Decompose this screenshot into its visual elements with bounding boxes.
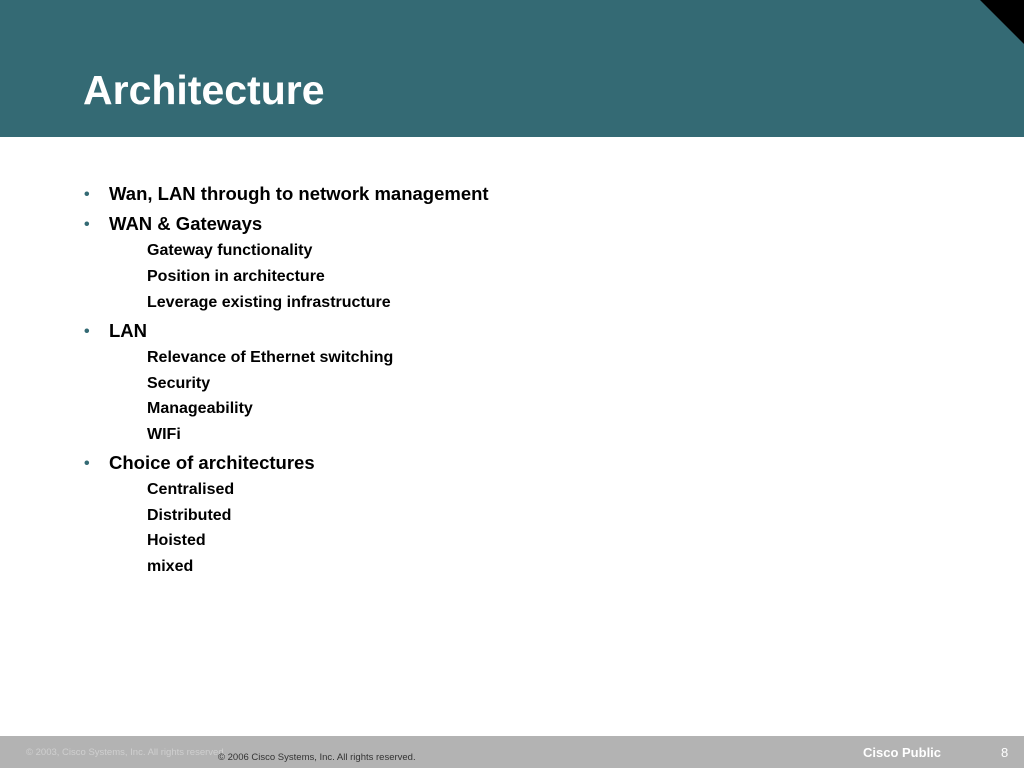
- bullet-text: LAN: [109, 320, 148, 341]
- sub-bullet-text: Hoisted: [147, 532, 206, 549]
- bullet-dot-icon: •: [84, 323, 90, 340]
- copyright-notice: © 2006 Cisco Systems, Inc. All rights reserved.: [218, 752, 416, 763]
- bullet-dot-icon: •: [84, 186, 90, 203]
- sub-bullet-text: WIFi: [147, 426, 181, 443]
- page-number: 8: [1001, 745, 1009, 760]
- footer-bar: [0, 736, 1024, 768]
- bullet-dot-icon: •: [84, 216, 90, 233]
- slide-title: Architecture: [83, 67, 325, 113]
- sub-bullet-text: mixed: [147, 558, 194, 575]
- bullet-text: WAN & Gateways: [109, 213, 263, 234]
- copyright-old: © 2003, Cisco Systems, Inc. All rights reserved.: [26, 747, 227, 758]
- sub-bullet-text: Manageability: [147, 400, 253, 417]
- bullet-dot-icon: •: [84, 455, 90, 472]
- bullet-text: Choice of architectures: [109, 452, 315, 473]
- classification-label: Cisco Public: [863, 745, 942, 760]
- sub-bullet-text: Centralised: [147, 481, 235, 498]
- bullet-text: Wan, LAN through to network management: [109, 183, 489, 204]
- sub-bullet-text: Gateway functionality: [147, 242, 313, 259]
- sub-bullet-text: Distributed: [147, 507, 232, 524]
- sub-bullet-text: Security: [147, 375, 211, 392]
- sub-bullet-text: Leverage existing infrastructure: [147, 294, 391, 311]
- sub-bullet-text: Relevance of Ethernet switching: [147, 349, 394, 366]
- sub-bullet-text: Position in architecture: [147, 268, 325, 285]
